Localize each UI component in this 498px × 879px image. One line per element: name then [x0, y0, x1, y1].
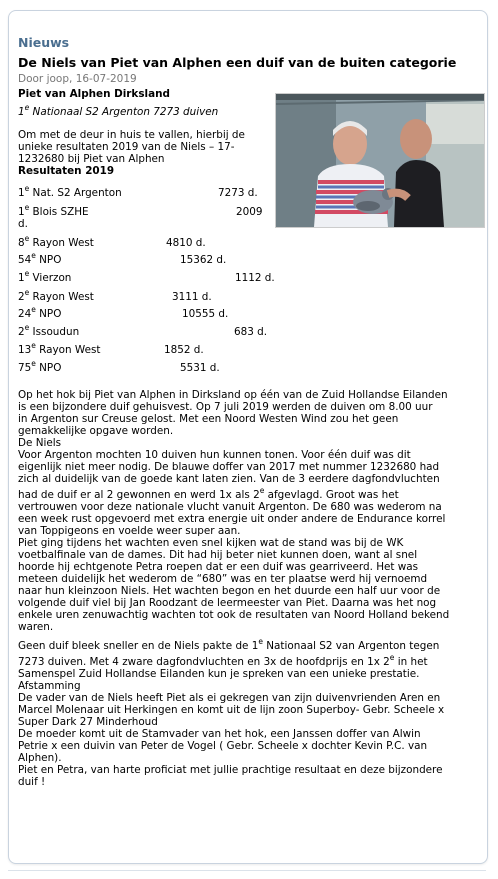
- body-line: Samenspel Zuid Hollandse Eilanden kun je spreken van een unieke prestatie.: [18, 668, 420, 680]
- body-line: had de duif er al 2 gewonnen en werd 1x als 2e afgevlagd. Groot was het: [18, 486, 399, 501]
- result-row: 1e Nat. S2 Argenton: [18, 184, 122, 199]
- results-title: Resultaten 2019: [18, 165, 115, 177]
- intro-line: Om met de deur in huis te vallen, hierbij de: [18, 129, 245, 141]
- body-line: De Niels: [18, 437, 62, 449]
- result-count: 4810 d.: [166, 237, 206, 249]
- result-row: 2e Issoudun: [18, 323, 80, 338]
- article-photo: [275, 93, 485, 228]
- body-line: Super Dark 27 Minderhoud: [18, 716, 158, 728]
- result-row: 1e Vierzon: [18, 269, 72, 284]
- result-row-wrap: d.: [18, 218, 28, 230]
- article-subtitle: Piet van Alphen Dirksland: [18, 88, 170, 100]
- body-line: Marcel Molenaar uit Herkingen en komt uit de lijn zoon Superboy- Gebr. Scheele x: [18, 704, 445, 716]
- body-line: zich al duidelijk van de goede kant laten zien. Van de 3 eerdere dagfondvluchten: [18, 473, 440, 485]
- result-row: 75e NPO: [18, 359, 62, 374]
- result-row: 13e Rayon West: [18, 341, 101, 356]
- body-line: Afstamming: [18, 680, 81, 692]
- result-count: 10555 d.: [182, 308, 229, 320]
- body-line: De vader van de Niels heeft Piet als ei gekregen van zijn duivenvrienden Aren en: [18, 692, 441, 704]
- body-line: van Toppigeons en voelde weer super aan.: [18, 525, 241, 537]
- body-line: voetbalfinale van de dames. Dit had hij beter niet kunnen doen, want al snel: [18, 549, 418, 561]
- body-line: volgende duif viel bij Jan Roodzant de leermeester van Piet. Daarna was het nog: [18, 597, 437, 609]
- result-count: 1112 d.: [235, 272, 275, 284]
- body-line: Alphen).: [18, 752, 62, 764]
- body-line: Piet en Petra, van harte proficiat met jullie prachtige resultaat en deze bijzondere: [18, 764, 443, 776]
- body-line: in Argenton sur Creuse gelost. Met een Noord Westen Wind zou het geen: [18, 413, 399, 425]
- result-count: 15362 d.: [180, 254, 227, 266]
- section-title: Nieuws: [18, 35, 70, 50]
- result-row: 1e Blois SZHE: [18, 203, 89, 218]
- body-line: duif !: [18, 776, 46, 788]
- result-count: 5531 d.: [180, 362, 220, 374]
- card-footer-divider: [8, 862, 486, 871]
- body-line: is een bijzondere duif gehuisvest. Op 7 juli 2019 werden de duiven om 8.00 uur: [18, 401, 433, 413]
- body-line: Piet ging tijdens het wachten even snel kijken wat de stand was bij de WK: [18, 537, 404, 549]
- result-count: 683 d.: [234, 326, 268, 338]
- body-line: Petrie x een duivin van Peter de Vogel ( Gebr. Scheele x dochter Kevin P.C. van: [18, 740, 428, 752]
- body-line: Voor Argenton mochten 10 duiven hun kunnen tonen. Voor één duif was dit: [18, 449, 411, 461]
- result-count: 7273 d.: [218, 187, 258, 199]
- body-line: meteen duidelijk het wederom de “680” was en ter plaatse werd hij vernoemd: [18, 573, 428, 585]
- result-count: 3111 d.: [172, 291, 212, 303]
- body-line: Op het hok bij Piet van Alphen in Dirksland op één van de Zuid Hollandse Eilanden: [18, 389, 448, 401]
- body-line: waren.: [18, 621, 54, 633]
- headline-result: 1e Nationaal S2 Argenton 7273 duiven: [18, 103, 219, 118]
- body-line: vertrouwen voor deze nationale vlucht vanuit Argenton. De 680 was wederom na: [18, 501, 442, 513]
- body-line: een week rust opgevoerd met extra energie uit onder andere de Endurance korrel: [18, 513, 446, 525]
- body-line: De moeder komt uit de Stamvader van het hok, een Janssen doffer van Alwin: [18, 728, 421, 740]
- result-row: 2e Rayon West: [18, 288, 94, 303]
- body-line: gemakkelijke opgave worden.: [18, 425, 174, 437]
- result-row: 24e NPO: [18, 305, 62, 320]
- article-body: [18, 389, 478, 788]
- result-row: 54e NPO: [18, 251, 62, 266]
- body-line: enkele uren zenuwachtig wachten tot ook de resultaten van Noord Holland bekend: [18, 609, 450, 621]
- article-byline: Door joop, 16-07-2019: [18, 73, 137, 85]
- body-line: 7273 duiven. Met 4 zware dagfondvluchten en 3x de hoofdprijs en 1x 2e in het: [18, 653, 428, 668]
- body-line: eigenlijk niet meer nodig. De blauwe doffer van 2017 met nummer 1232680 had: [18, 461, 440, 473]
- photo-two-men-holding-pigeon-icon: [276, 94, 484, 227]
- intro-line: 1232680 bij Piet van Alphen: [18, 153, 165, 165]
- body-line: Geen duif bleek sneller en de Niels pakte de 1e Nationaal S2 van Argenton tegen: [18, 637, 440, 652]
- body-line: naar hun kleinzoon Niels. Het wachten begon en het duurde een half uur voor de: [18, 585, 441, 597]
- result-count: 1852 d.: [164, 344, 204, 356]
- result-count: 2009: [236, 206, 263, 218]
- article-title[interactable]: De Niels van Piet van Alphen een duif van de buiten categorie: [18, 55, 457, 70]
- intro-line: unieke resultaten 2019 van de Niels – 17-: [18, 141, 235, 153]
- result-row: 8e Rayon West: [18, 234, 94, 249]
- body-line: hoorde hij echtgenote Petra roepen dat er een duif was gearriveerd. Het was: [18, 561, 419, 573]
